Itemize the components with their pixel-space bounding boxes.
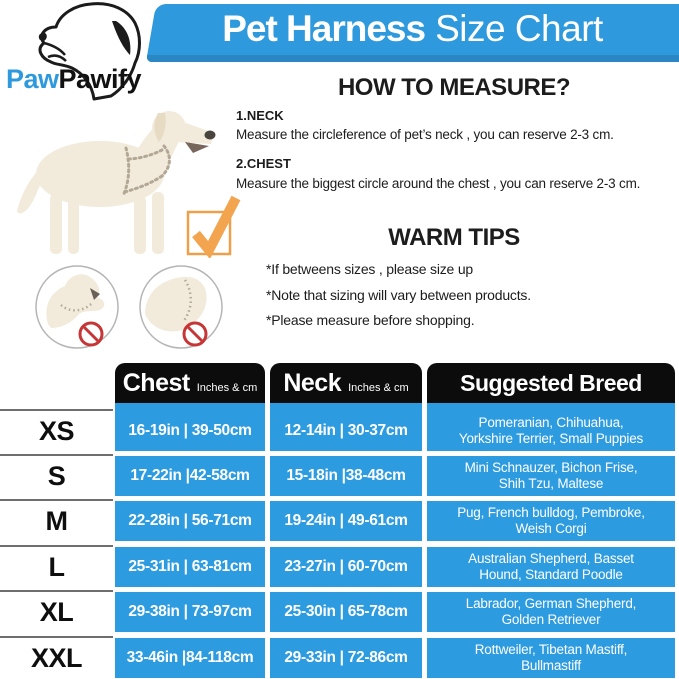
column-sub-label: Inches & cm [348,382,409,394]
tip-item: *If betweens sizes , please size up [266,261,474,277]
chest-cell: 29-38in | 73-97cm [115,592,265,632]
breed-line: Pomeranian, Chihuahua, [478,415,624,430]
step-neck-label: 1.NECK [236,108,284,123]
breed-line: Australian Shepherd, Basset [468,551,634,566]
step-chest-label: 2.CHEST [236,156,291,171]
wrong-example-neck [34,264,120,350]
breed-line: Weish Corgi [515,521,587,536]
header-strip [115,403,265,411]
header-strip [427,403,675,411]
column-header-neck [270,363,422,403]
table-row-l [0,547,679,587]
table-row-s [0,456,679,496]
column-header-chest [115,363,265,403]
breed-line: Labrador, German Shepherd, [465,596,637,611]
column-label: Neck [283,369,342,397]
neck-cell: 19-24in | 49-61cm [270,501,422,541]
breed-cell [427,638,675,678]
page-title-light: Size Chart [435,8,603,49]
chest-cell: 33-46in |84-118cm [115,638,265,678]
breed-cell [427,592,675,632]
page-title [150,8,675,50]
breed-line: Bullmastiff [521,658,581,673]
size-cell: M [0,499,113,541]
breed-cell [427,547,675,587]
table-row-xl [0,592,679,632]
column-sub-label: Inches & cm [196,382,258,394]
step-neck-text: Measure the circleference of pet’s neck , you can reserve 2-3 cm. [236,127,614,142]
banner-shadow-strip [146,55,679,62]
breed-line: Golden Retriever [501,612,601,627]
check-icon [182,188,244,258]
chest-cell: 22-28in | 56-71cm [115,501,265,541]
warm-tips-list [266,261,531,338]
brand-name-pawify: Pawify [58,64,142,94]
column-header-breed [427,363,675,403]
chest-cell: 17-22in |42-58cm [115,456,265,496]
chest-cell: 16-19in | 39-50cm [115,411,265,451]
size-cell: L [0,545,113,587]
breed-line: Rottweiler, Tibetan Mastiff, [474,642,628,657]
breed-line: Shih Tzu, Maltese [498,476,604,491]
neck-cell: 15-18in |38-48cm [270,456,422,496]
size-cell: XL [0,590,113,632]
neck-cell: 12-14in | 30-37cm [270,411,422,451]
size-cell: S [0,454,113,496]
breed-line: Yorkshire Terrier, Small Puppies [458,431,644,446]
neck-cell: 29-33in | 72-86cm [270,638,422,678]
header-strip [270,403,422,411]
neck-cell: 23-27in | 60-70cm [270,547,422,587]
column-label: Suggested Breed [460,370,642,396]
breed-cell [427,501,675,541]
brand-name-paw: Paw [6,64,59,94]
breed-cell [427,456,675,496]
tip-item: *Please measure before shopping. [266,312,475,328]
table-row-xxl [0,638,679,678]
step-chest-text: Measure the biggest circle around the chest , you can reserve 2-3 cm. [236,176,641,191]
page-title-bold: Pet Harness [222,8,426,49]
breed-line: Mini Schnauzer, Bichon Frise, [464,460,638,475]
tip-item: *Note that sizing will vary between products. [266,286,531,303]
breed-line: Hound, Standard Poodle [479,567,623,582]
neck-cell: 25-30in | 65-78cm [270,592,422,632]
wrong-example-chest [138,264,224,350]
breed-line: Pug, French bulldog, Pembroke, [457,505,645,520]
warm-tips-title: WARM TIPS [388,224,520,251]
size-cell: XS [0,409,113,451]
brand-name [6,64,141,95]
size-cell: XXL [0,636,113,678]
breed-cell [427,411,675,451]
how-to-measure-title: HOW TO MEASURE? [337,74,571,101]
table-row-xs [0,411,679,451]
table-row-m [0,501,679,541]
chest-cell: 25-31in | 63-81cm [115,547,265,587]
column-label: Chest [122,369,190,397]
